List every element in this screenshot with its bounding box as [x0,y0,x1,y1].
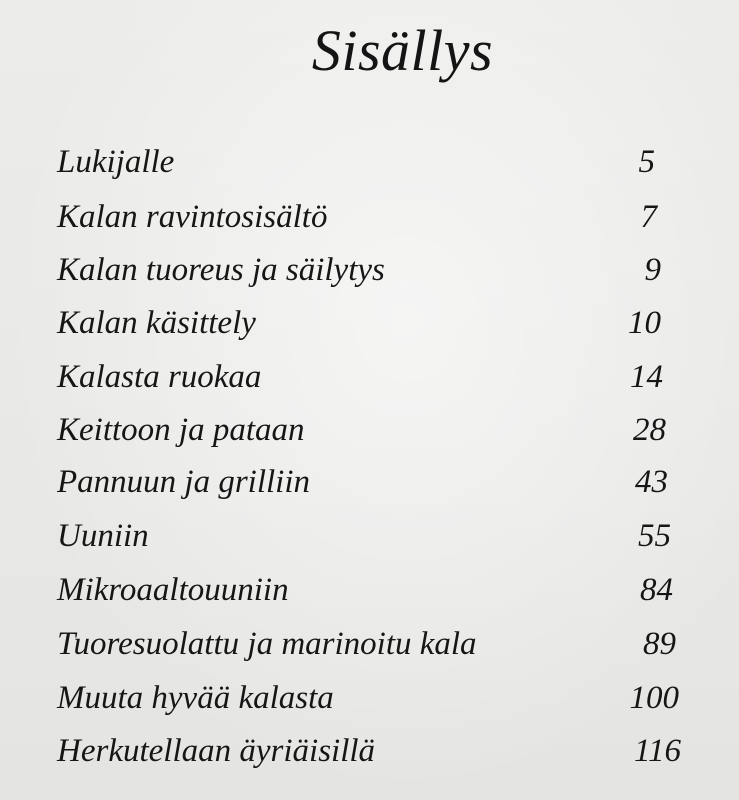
toc-entry [0,731,739,771]
toc-entry-page: 10 [628,305,661,341]
toc-entry-page: 14 [630,359,663,395]
toc-entry-page: 43 [635,464,668,500]
toc-entry [0,357,739,397]
toc-entry-title: Tuoresuolattu ja marinoitu kala [57,626,477,662]
toc-entry [0,197,739,237]
toc-entry-title: Kalan käsittely [57,305,256,341]
page-title: Sisällys [311,18,494,83]
toc-entry-title: Kalasta ruokaa [57,359,262,395]
toc-entry-page: 100 [629,680,679,716]
toc-entry [0,303,739,343]
toc-entry-page: 9 [644,252,661,288]
toc-entry-title: Kalan ravintosisältö [57,199,328,235]
toc-entry-title: Keittoon ja pataan [57,412,305,448]
toc-entry-page: 55 [638,518,671,554]
toc-entry-title: Pannuun ja grilliin [57,464,311,500]
toc-entry-page: 116 [633,733,681,769]
toc-entry-title: Muuta hyvää kalasta [57,680,334,716]
toc-entry-title: Lukijalle [57,144,175,180]
toc-entry-page: 28 [633,412,666,448]
toc-entry [0,624,739,664]
toc-entry [0,678,739,718]
toc-entry [0,250,739,290]
toc-entry-page: 84 [640,572,673,608]
toc-entry-page: 7 [640,199,657,235]
toc-entry-page: 89 [643,626,676,662]
toc-entry-title: Mikroaaltouuniin [57,572,289,608]
toc-entry [0,462,739,502]
toc-entry-title: Herkutellaan äyriäisillä [57,733,376,769]
toc-entry [0,570,739,610]
toc-entry-title: Uuniin [57,518,149,554]
toc-entry [0,142,739,182]
toc-entry [0,516,739,556]
toc-entry-title: Kalan tuoreus ja säilytys [57,252,385,288]
toc-entry [0,410,739,450]
toc-entry-page: 5 [638,144,655,180]
